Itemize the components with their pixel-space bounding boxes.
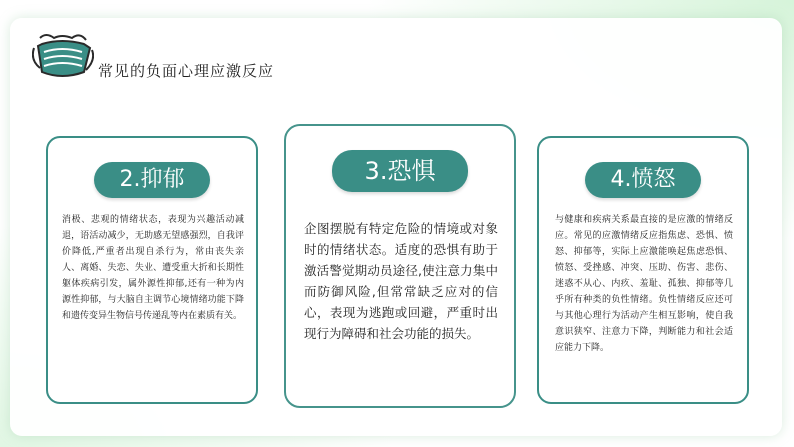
card-heading: 3.恐惧 <box>332 150 468 192</box>
card-anger <box>537 136 749 404</box>
face-mask-icon <box>32 28 94 84</box>
card-text: 企图摆脱有特定危险的情境或对象时的情绪状态。适度的恐惧有助于激活警觉期动员途径,使注意力集中而防御风险,但常常缺乏应对的信心，表现为逃跑或回避，严重时出现行为障碍和社会功能的损失。 <box>304 221 498 341</box>
card-text: 消极、悲观的情绪状态，表现为兴趣活动减退，语活动减少，无助感无望感强烈，自我评价降低,严重者出现自杀行为，常由丧失亲人、离婚、失恋、失业、遭受重大折和长期性躯体疾病引发，属外源性抑郁,还有一种为内源性抑郁，与大脑自主调节心境情绪功能下降和遗传变异生物信号传递乱等内在素质有关。 <box>62 215 244 321</box>
card-fear <box>284 124 516 408</box>
card-depression <box>46 136 258 404</box>
card-heading: 2.抑郁 <box>94 162 210 198</box>
page-title: 常见的负面心理应激反应 <box>98 62 275 80</box>
card-heading: 4.愤怒 <box>585 162 701 198</box>
card-text: 与健康和疾病关系最直接的是应激的情绪反应。常见的应激情绪反应指焦虑、恐惧、愤怒、抑郁等，实际上应激能唤起焦虑恐惧、愤怒、受挫感、冲突、压助、伤害、悲伤、迷惑不从心、内疚、羞耻、孤独、抑郁等几乎所有种类的负性情绪。负性情绪反应还可与其他心理行为活动产生相互影响，使自我意识狭窄、注意力下降，判断能力和社会适应能力下降。 <box>555 215 733 353</box>
